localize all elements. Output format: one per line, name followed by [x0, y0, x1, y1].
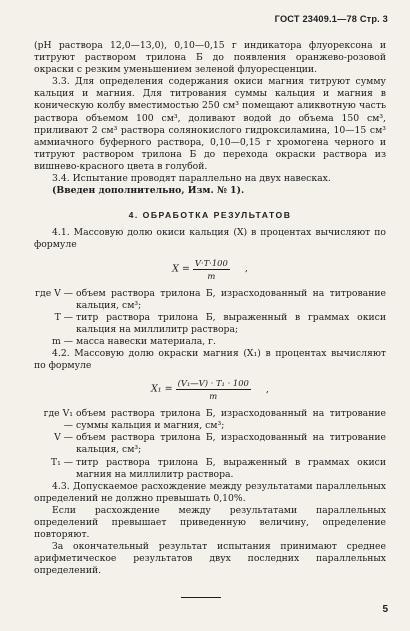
definitions-list-1 [34, 288, 386, 348]
definition-item [34, 408, 386, 432]
formula-comma: , [265, 383, 269, 395]
formula-magnesium-oxide [34, 378, 386, 401]
formula-denominator: m [209, 391, 218, 402]
definition-text: титр раствора трилона Б, выраженный в граммах окиси кальция на миллилитр раствора; [76, 311, 386, 335]
formula-calcium-oxide [34, 258, 386, 281]
formula-comma: , [244, 263, 248, 274]
formula-denominator: m [207, 270, 216, 281]
paragraph-4-3-repeat: Если расхождение между результатами параллельных определений превышает приведенную величину, определение повторяют. [34, 504, 386, 541]
document-body [34, 40, 386, 577]
definition-symbol: где V₁ — [43, 408, 73, 432]
formula-fraction [176, 378, 251, 401]
paragraph-4-1: 4.1. Массовую долю окиси кальция (X) в процентах вычисляют по формуле [34, 227, 386, 251]
formula-fraction [193, 258, 230, 281]
definition-text: масса навески материала, г. [76, 335, 216, 347]
definition-text: титр раствора трилона Б, выраженный в граммах окиси магния на миллилитр раствора. [76, 456, 386, 480]
paragraph-3-4: 3.4. Испытание проводят параллельно на двух навесках. [52, 173, 331, 185]
amendment-note: (Введен дополнительно, Изм. № 1). [52, 185, 245, 197]
definition-symbol: где V — [35, 287, 73, 299]
definition-symbol: T₁ — [50, 456, 73, 468]
definition-item [34, 432, 386, 456]
definition-symbol: m — [52, 335, 73, 347]
definition-text: объем раствора трилона Б, израсходованный на титрование кальция, см³; [76, 287, 386, 311]
formula-lhs: X = [172, 263, 190, 274]
end-rule [181, 597, 221, 598]
definition-item [34, 336, 386, 348]
paragraph-3-3: 3.3. Для определения содержания окиси магния титруют сумму кальция и магния. Для титрования суммы кальция и магния в коническую колбу вместимостью 250 см³ помещают аликвотную часть раствора объемом 100 см³, доливают водой до объема 150 см³, приливают 2 см³ раствора солянокислого гидроксиламина, 10—15 см³ аммиачного буферного раствора, 0,10—0,15 г хромогена черного и титруют раствором трилона Б до перехода окраски раствора из вишнево-красного цвета в голубой. [34, 76, 386, 172]
definition-item [34, 288, 386, 312]
paragraph-4-3: 4.3. Допускаемое расхождение между результатами параллельных определений не должно превышать 0,10%. [34, 480, 386, 504]
paragraph-4-3-final: За окончательный результат испытания принимают среднее арифметическое результатов двух последних параллельных определений. [34, 541, 386, 577]
paragraph-4-2: 4.2. Массовую долю окраски магния (X₁) в процентах вычисляют по формуле [34, 347, 386, 372]
definition-item [34, 457, 386, 481]
formula-numerator: V·T·100 [194, 257, 228, 268]
formula-numerator: (V₁—V) · T₁ · 100 [177, 378, 249, 389]
formula-lhs: X₁ = [151, 383, 173, 395]
definition-symbol: V — [54, 432, 73, 444]
definition-text: объем раствора трилона Б, израсходованный на титрование суммы кальция и магния, см³; [76, 408, 386, 432]
definitions-list-2 [34, 408, 386, 481]
paragraph-continuation: (pH раствора 12,0—13,0), 0,10—0,15 г индикатора флуорексона и титруют раствором трилона Б до появления оранжево-розовой окраски с резким уменьшением зеленой флуоресценции. [34, 40, 386, 76]
definition-item [34, 312, 386, 336]
definition-symbol: T — [54, 311, 73, 323]
page-number: 5 [382, 604, 388, 615]
section-title: 4. ОБРАБОТКА РЕЗУЛЬТАТОВ [128, 210, 292, 221]
running-header: ГОСТ 23409.1—78 Стр. 3 [274, 14, 388, 24]
definition-text: объем раствора трилона Б, израсходованный на титрование кальция, см³; [76, 432, 386, 456]
